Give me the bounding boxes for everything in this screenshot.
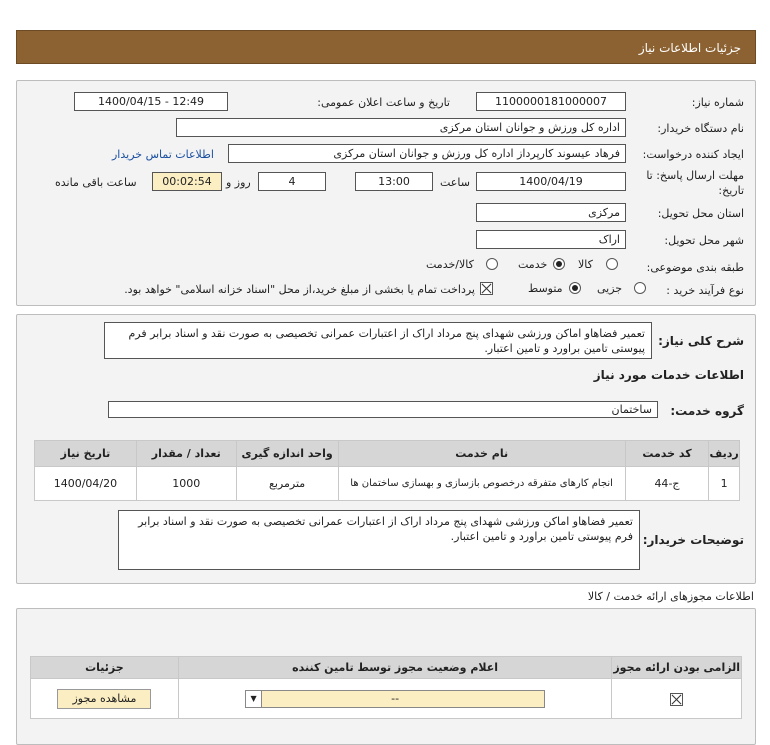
- table-row: [35, 467, 740, 501]
- deadline-time-field: 13:00: [355, 172, 433, 191]
- page-header: جزئیات اطلاعات نیاز: [16, 30, 756, 64]
- cell-name: انجام کارهای متفرقه درخصوص بازسازی و بهسازی ساختمان ها: [338, 467, 625, 501]
- cell-code: ج-44: [625, 467, 709, 501]
- services-header-row: [35, 441, 740, 467]
- category-service-radio[interactable]: [553, 258, 565, 270]
- table-row: [31, 679, 742, 719]
- requester-label: ایجاد کننده درخواست:: [642, 148, 744, 161]
- col-permit-required: الزامی بودن ارائه مجوز: [612, 657, 742, 679]
- service-group-field: ساختمان: [108, 401, 658, 418]
- permit-status-select[interactable]: [245, 690, 545, 708]
- permits-header-row: [31, 657, 742, 679]
- deadline-date-field: 1400/04/19: [476, 172, 626, 191]
- remaining-time-field: 00:02:54: [152, 172, 222, 191]
- services-table: [34, 440, 740, 501]
- purchase-medium-label: متوسط: [528, 282, 563, 295]
- buyer-notes-label: توضیحات خریدار:: [642, 533, 744, 547]
- col-unit: واحد اندازه گیری: [236, 441, 338, 467]
- cell-unit: مترمربع: [236, 467, 338, 501]
- cell-qty: 1000: [136, 467, 236, 501]
- col-permit-status: اعلام وضعیت مجوز توسط تامین کننده: [178, 657, 612, 679]
- deadline-label: مهلت ارسال پاسخ: تا تاریخ:: [646, 169, 744, 197]
- category-goods-radio[interactable]: [606, 258, 618, 270]
- category-label: طبقه بندی موضوعی:: [646, 261, 744, 274]
- permit-status-cell: [178, 679, 612, 719]
- province-label: استان محل تحویل:: [657, 207, 744, 220]
- requester-field: فرهاد عیسوند کارپرداز اداره کل ورزش و جوانان استان مرکزی: [228, 144, 626, 163]
- treasury-note: پرداخت تمام یا بخشی از مبلغ خرید،از محل "اسناد خزانه اسلامی" خواهد بود.: [124, 283, 475, 296]
- col-date: تاریخ نیاز: [35, 441, 137, 467]
- purchase-minor-radio[interactable]: [634, 282, 646, 294]
- col-qty: تعداد / مقدار: [136, 441, 236, 467]
- buyer-contact-link[interactable]: اطلاعات تماس خریدار: [112, 148, 214, 161]
- chevron-down-icon[interactable]: ▼: [246, 691, 262, 707]
- category-goods-label: کالا: [578, 258, 593, 271]
- col-name: نام خدمت: [338, 441, 625, 467]
- purchase-type-label: نوع فرآیند خرید :: [666, 284, 744, 297]
- cell-row: 1: [709, 467, 740, 501]
- days-label: روز و: [226, 176, 251, 189]
- announce-datetime-field: 1400/04/15 - 12:49: [74, 92, 228, 111]
- permit-required-cell: [612, 679, 742, 719]
- summary-label: شرح کلی نیاز:: [658, 334, 744, 348]
- category-goods-service-label: کالا/خدمت: [426, 258, 474, 271]
- permits-title: اطلاعات مجوزهای ارائه خدمت / کالا: [587, 590, 754, 603]
- remaining-label: ساعت باقی مانده: [55, 176, 137, 189]
- permit-required-checkbox: [670, 693, 683, 706]
- service-group-label: گروه خدمت:: [670, 404, 744, 418]
- services-title: اطلاعات خدمات مورد نیاز: [593, 368, 744, 382]
- col-code: کد خدمت: [625, 441, 709, 467]
- deadline-time-label: ساعت: [440, 176, 470, 189]
- category-goods-service-radio[interactable]: [486, 258, 498, 270]
- treasury-checkbox[interactable]: [480, 282, 493, 295]
- city-label: شهر محل تحویل:: [664, 234, 744, 247]
- deadline-days-field: 4: [258, 172, 326, 191]
- need-number-label: شماره نیاز:: [691, 96, 744, 109]
- permits-table: [30, 656, 742, 719]
- city-field: اراک: [476, 230, 626, 249]
- buyer-org-label: نام دستگاه خریدار:: [657, 122, 744, 135]
- summary-text: تعمیر فضاهاو اماکن ورزشی شهدای پنج مرداد اراک از اعتبارات عمرانی تخصیصی به صورت نقد و اسناد برابر فرم پیوستی تامین براورد و تامین اعتبار.: [104, 322, 652, 359]
- col-row: ردیف: [709, 441, 740, 467]
- buyer-org-field: اداره کل ورزش و جوانان استان مرکزی: [176, 118, 626, 137]
- need-number-field: 1100000181000007: [476, 92, 626, 111]
- permit-status-value: --: [391, 691, 400, 705]
- purchase-minor-label: جزیی: [597, 282, 623, 295]
- cell-date: 1400/04/20: [35, 467, 137, 501]
- permit-details-cell: [31, 679, 179, 719]
- col-permit-details: جزئیات: [31, 657, 179, 679]
- category-service-label: خدمت: [518, 258, 548, 271]
- buyer-notes-text: تعمیر فضاهاو اماکن ورزشی شهدای پنج مرداد اراک از اعتبارات عمرانی تخصیصی به صورت نقد و اسناد برابر فرم پیوستی تامین براورد و تامین اعتبار.: [118, 510, 640, 570]
- purchase-medium-radio[interactable]: [569, 282, 581, 294]
- view-permit-button[interactable]: مشاهده مجوز: [57, 689, 151, 709]
- announce-datetime-label: تاریخ و ساعت اعلان عمومی:: [317, 96, 450, 109]
- province-field: مرکزی: [476, 203, 626, 222]
